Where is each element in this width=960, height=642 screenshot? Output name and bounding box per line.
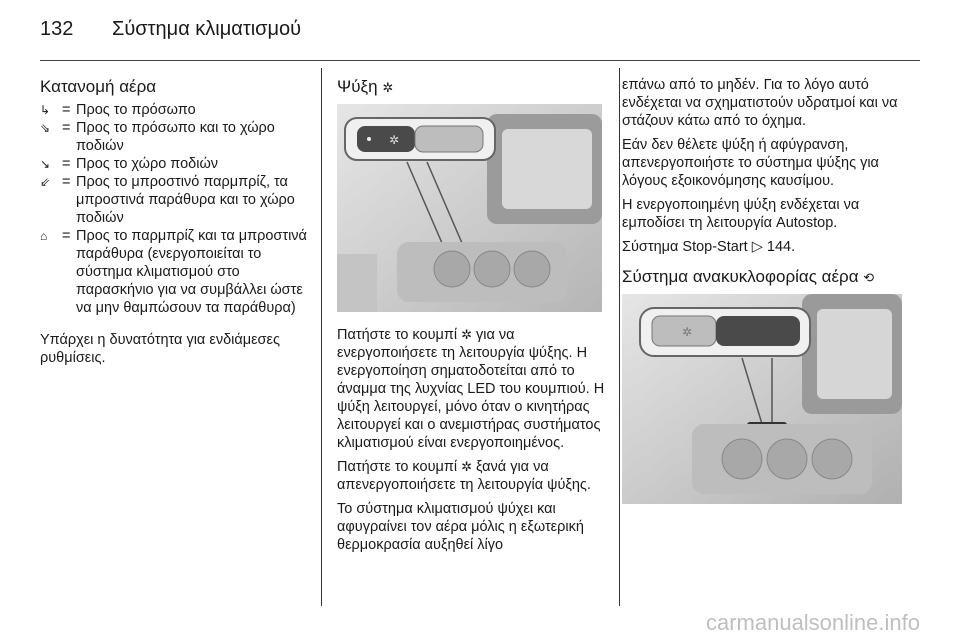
snowflake-icon: ✲ bbox=[461, 327, 473, 342]
list-item: ⇙ = Προς το μπροστινό παρμπρίζ, τα μπροστινά παράθυρα και το χώρο ποδιών bbox=[40, 174, 295, 226]
list-item: ⇘ = Προς το πρόσωπο και το χώρο ποδιών bbox=[40, 120, 275, 154]
face-foot-vent-icon: ⇘ bbox=[40, 121, 51, 135]
recirculation-icon: ⟲ bbox=[863, 270, 875, 285]
list-item: ↳ = Προς το πρόσωπο bbox=[40, 102, 196, 118]
dashboard-photo-recirculation bbox=[622, 294, 902, 504]
column-divider bbox=[619, 68, 620, 606]
column-air-distribution bbox=[40, 76, 310, 373]
snowflake-icon: ✲ bbox=[382, 80, 394, 95]
section-heading-cooling: Ψύξη ✲ bbox=[337, 77, 394, 96]
paragraph-cooling-info: Το σύστημα κλιματισμού ψύχει και αφυγραίνει τον αέρα μόλις η εξωτερική θερμοκρασία αυξηθεί λίγο bbox=[337, 501, 584, 553]
header-rule bbox=[40, 60, 920, 61]
paragraph-autostop: Η ενεργοποιημένη ψύξη ενδέχεται να εμποδίσει τη λειτουργία Autostop. bbox=[622, 197, 860, 231]
link-stop-start[interactable]: Σύστημα Stop-Start ▷ 144. bbox=[622, 239, 796, 255]
dashboard-photo-cooling bbox=[337, 104, 602, 312]
list-item: ⌂ = Προς το παρμπρίζ και τα μπροστινά παράθυρα (ενεργοποιείται το σύστημα κλιματισμού στο παρασκήνιο για να συμβάλλει ώστε να μην θαμπώσουν τα παράθυρα) bbox=[40, 228, 307, 316]
note-intermediate: Υπάρχει η δυνατότητα για ενδιάμεσες ρυθμίσεις. bbox=[40, 332, 280, 366]
air-distribution-list bbox=[40, 101, 310, 317]
column-cooling bbox=[337, 76, 605, 560]
windscreen-foot-vent-icon: ⇙ bbox=[40, 175, 51, 189]
paragraph-cooling-deactivate: Πατήστε το κουμπί ✲ ξανά για να απενεργοποιήσετε τη λειτουργία ψύξης. bbox=[337, 459, 591, 493]
svg-text:✲: ✲ bbox=[389, 133, 400, 147]
column-divider bbox=[321, 68, 322, 606]
section-heading-air-distribution: Κατανομή αέρα bbox=[40, 77, 157, 96]
snowflake-icon: ✲ bbox=[461, 459, 473, 474]
list-item: ↘ = Προς το χώρο ποδιών bbox=[40, 156, 219, 172]
page-number: 132 bbox=[40, 18, 74, 40]
page-header bbox=[40, 18, 920, 48]
page-title: Σύστημα κλιματισμού bbox=[112, 18, 302, 40]
paragraph-condensation: επάνω από το μηδέν. Για το λόγο αυτό ενδέχεται να σχηματιστούν υδρατμοί και να στάζουν κάτω από το όχημα. bbox=[622, 77, 898, 129]
windscreen-vent-icon: ⌂ bbox=[40, 229, 48, 243]
paragraph-economy: Εάν δεν θέλετε ψύξη ή αφύγρανση, απενεργοποιήστε το σύστημα ψύξης για λόγους εξοικονόμησης καυσίμου. bbox=[622, 137, 879, 189]
svg-text:✲: ✲ bbox=[682, 325, 693, 339]
paragraph-cooling-activate: Πατήστε το κουμπί ✲ για να ενεργοποιήσετε τη λειτουργία ψύξης. Η ενεργοποίηση σηματοδοτείται από το άναμμα της λυχνίας LED του κουμπιού. Η ψύξη λειτουργεί, μόνο όταν ο κινητήρας λειτουργεί και ο ανεμιστήρας συστήματος κλιματισμού είναι ενεργοποιημένος. bbox=[337, 327, 605, 451]
section-heading-recirculation: Σύστημα ανακυκλοφορίας αέρα ⟲ bbox=[622, 267, 875, 286]
watermark: carmanualsonline.info bbox=[705, 610, 920, 635]
column-recirculation bbox=[622, 76, 907, 504]
face-vent-icon: ↳ bbox=[40, 103, 51, 117]
foot-vent-icon: ↘ bbox=[40, 157, 51, 171]
